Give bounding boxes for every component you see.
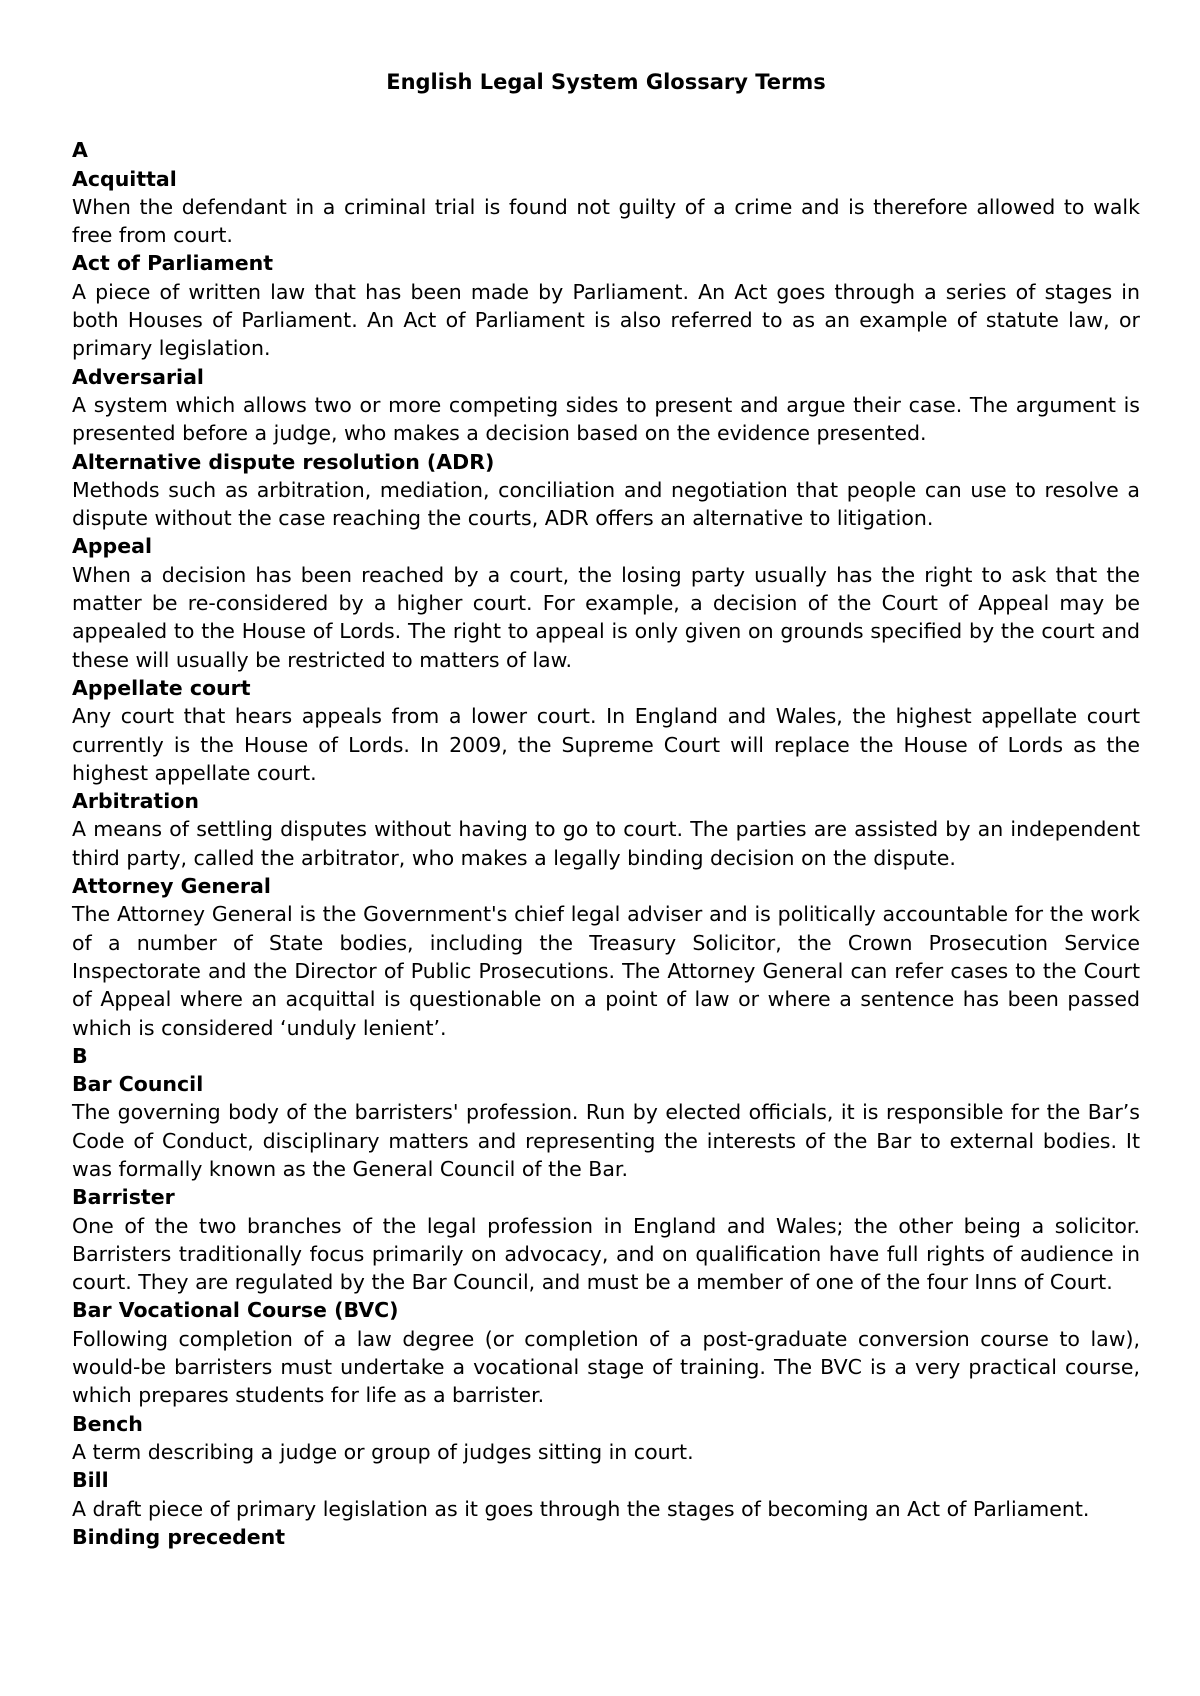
document-title: English Legal System Glossary Terms bbox=[386, 70, 826, 94]
glossary-definition: One of the two branches of the legal profession in England and Wales; the other being a solicitor. Barristers traditionally focus primarily on advocacy, and on qualification have full rights of audience in court. They are regulated by the Bar Council, and must be a member of one of the four Inns of Court. bbox=[72, 1213, 1140, 1295]
glossary-definition: A means of settling disputes without having to go to court. The parties are assisted by an independent third party, called the arbitrator, who makes a legally binding decision on the dispute. bbox=[72, 817, 1140, 870]
section-letter: A bbox=[72, 138, 88, 163]
glossary-term: Attorney General bbox=[72, 874, 271, 899]
glossary-definition: Following completion of a law degree (or completion of a post-graduate conversion course to law), would-be barristers must undertake a vocational stage of training. The BVC is a very practical course, which prepares students for life as a barrister. bbox=[72, 1326, 1140, 1408]
glossary-page bbox=[72, 68, 1140, 1551]
glossary-definition: Any court that hears appeals from a lower court. In England and Wales, the highest appellate court currently is the House of Lords. In 2009, the Supreme Court will replace the House of Lords as the highest appellate court. bbox=[72, 704, 1140, 785]
glossary-term: Barrister bbox=[72, 1185, 175, 1210]
glossary-definition: A term describing a judge or group of judges sitting in court. bbox=[72, 1439, 694, 1464]
glossary-term: Bench bbox=[72, 1411, 143, 1436]
glossary-term: Adversarial bbox=[72, 364, 204, 389]
glossary-definition: The governing body of the barristers' profession. Run by elected officials, it is responsible for the Bar’s Code of Conduct, disciplinary matters and representing the interests of the Bar to external bodies. It was formally known as the General Council of the Bar. bbox=[72, 1100, 1140, 1181]
glossary-term: Bar Council bbox=[72, 1072, 204, 1097]
glossary-definition: A piece of written law that has been made by Parliament. An Act goes through a series of stages in both Houses of Parliament. An Act of Parliament is also referred to as an example of statute law, or primary legislation. bbox=[72, 279, 1140, 361]
glossary-definition: A draft piece of primary legislation as it goes through the stages of becoming an Act of Parliament. bbox=[72, 1496, 1090, 1521]
glossary-definition: Methods such as arbitration, mediation, conciliation and negotiation that people can use to resolve a dispute without the case reaching the courts, ADR offers an alternative to litigation. bbox=[72, 477, 1140, 531]
glossary-definition: When a decision has been reached by a court, the losing party usually has the right to ask that the matter be re-considered by a higher court. For example, a decision of the Court of Appeal may be appealed to the House of Lords. The right to appeal is only given on grounds specified by the court and these will usually be restricted to matters of law. bbox=[72, 562, 1140, 672]
glossary-term: Appeal bbox=[72, 534, 152, 559]
glossary-definition: When the defendant in a criminal trial is found not guilty of a crime and is therefore allowed to walk free from court. bbox=[72, 194, 1140, 248]
glossary-term: Acquittal bbox=[72, 166, 177, 191]
glossary-term: Appellate court bbox=[72, 675, 251, 700]
section-letter: B bbox=[72, 1043, 88, 1068]
glossary-definition: The Attorney General is the Government's chief legal adviser and is politically accountable for the work of a number of State bodies, including the Treasury Solicitor, the Crown Prosecution Service Inspectorate and the Director of Public Prosecutions. The Attorney General can refer cases to the Court of Appeal where an acquittal is questionable on a point of law or where a sentence has been passed which is considered ‘unduly lenient’. bbox=[72, 902, 1140, 1040]
glossary-term: Alternative dispute resolution (ADR) bbox=[72, 449, 495, 474]
glossary-body bbox=[72, 136, 1140, 1551]
glossary-term: Binding precedent bbox=[72, 1524, 286, 1549]
glossary-definition: A system which allows two or more competing sides to present and argue their case. The argument is presented before a judge, who makes a decision based on the evidence presented. bbox=[72, 392, 1140, 446]
glossary-term: Act of Parliament bbox=[72, 251, 274, 276]
glossary-term: Bar Vocational Course (BVC) bbox=[72, 1298, 399, 1323]
glossary-term: Arbitration bbox=[72, 789, 199, 814]
glossary-term: Bill bbox=[72, 1468, 109, 1493]
